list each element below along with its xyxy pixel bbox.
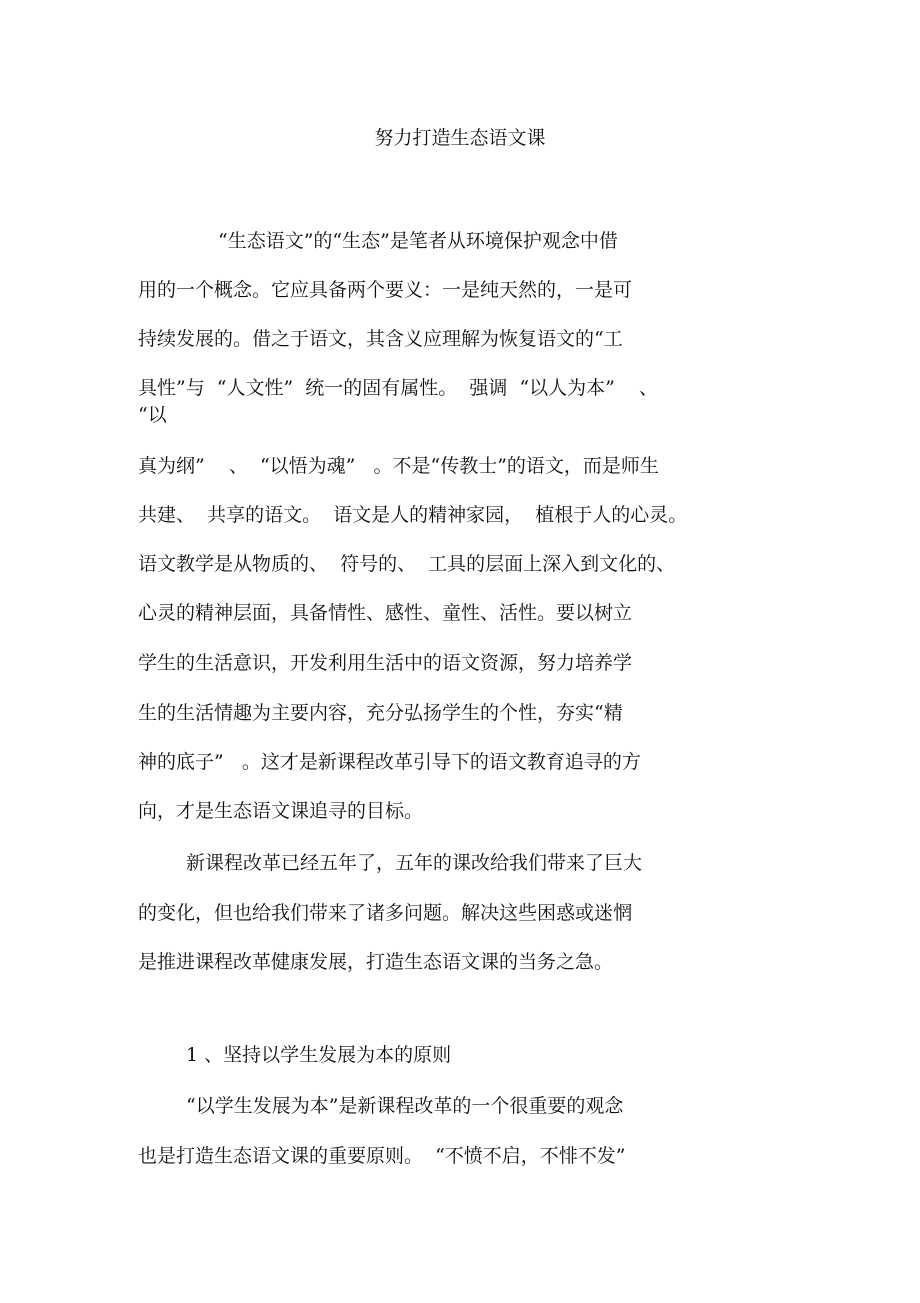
paragraph-line: 学生的生活意识，开发利用生活中的语文资源，努力培养学 <box>138 652 633 674</box>
paragraph-line: 生的生活情趣为主要内容，充分弘扬学生的个性，夯实“精 <box>138 702 623 724</box>
paragraph-line: “以 <box>138 404 167 426</box>
paragraph-line: 心灵的精神层面，具备情性、感性、童性、活性。要以树立 <box>138 602 633 624</box>
paragraph-line: 向，才是生态语文课追寻的目标。 <box>138 800 424 822</box>
paragraph-line: 共建、 共享的语文。 语文是人的精神家园， 植根于人的心灵。 <box>138 504 688 526</box>
section-heading: 1 、坚持以学生发展为本的原则 <box>186 1044 452 1066</box>
paragraph-line: 也是打造生态语文课的重要原则。 “不愤不启，不悱不发” <box>138 1145 626 1167</box>
paragraph-line: “生态语文”的“生态”是笔者从环境保护观念中借 <box>218 230 618 252</box>
paragraph-line: 新课程改革已经五年了，五年的课改给我们带来了巨大 <box>186 852 643 874</box>
paragraph-line: 用的一个概念。它应具备两个要义：一是纯天然的，一是可 <box>138 279 633 301</box>
paragraph-line: “以学生发展为本”是新课程改革的一个很重要的观念 <box>186 1095 624 1117</box>
paragraph-line: 持续发展的。借之于语文，其含义应理解为恢复语文的“工 <box>138 328 623 350</box>
paragraph-line: 真为纲” 、 “以悟为魂” 。不是“传教士”的语文，而是师生 <box>138 455 659 477</box>
paragraph-line: 语文教学是从物质的、 符号的、 工具的层面上深入到文化的、 <box>138 553 676 575</box>
paragraph-line: 具性”与 “人文性” 统一的固有属性。 强调 “以人为本” 、 <box>138 377 659 399</box>
paragraph-line: 的变化，但也给我们带来了诸多问题。解决这些困惑或迷惘 <box>138 902 633 924</box>
document-title: 努力打造生态语文课 <box>374 127 546 149</box>
paragraph-line: 神的底子” 。这才是新课程改革引导下的语文教育追寻的方 <box>138 751 641 773</box>
paragraph-line: 是推进课程改革健康发展，打造生态语文课的当务之急。 <box>138 951 614 973</box>
